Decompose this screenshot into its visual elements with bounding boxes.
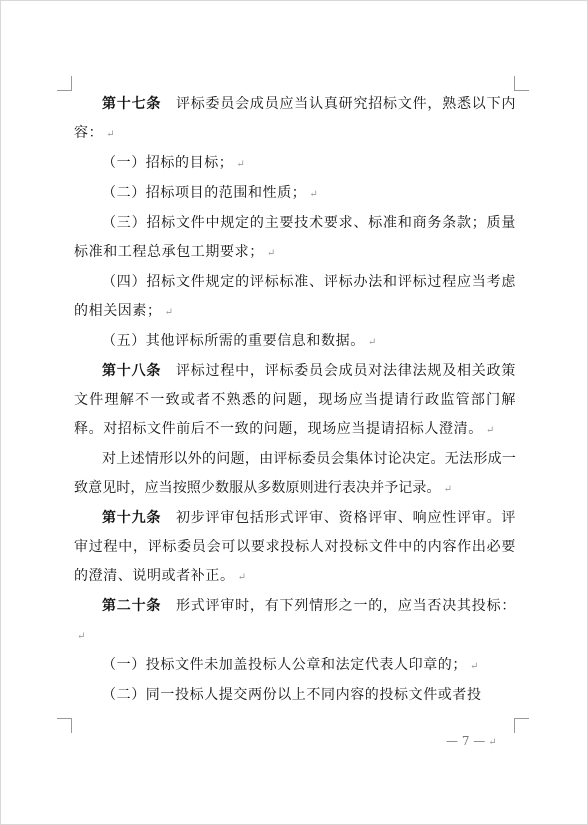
- paragraph-mark-icon: ↵: [309, 189, 319, 200]
- paragraph-article-17: [74, 90, 516, 149]
- paragraph-mark-icon: ↵: [237, 572, 247, 583]
- list-item: [74, 681, 516, 710]
- article-heading: 第十九条: [102, 510, 162, 526]
- document-body[interactable]: [74, 90, 516, 710]
- paragraph-text: 初步评审包括形式评审、资格评审、响应性评审。评审过程中，评标委员会可以要求投标人对投标文件中的内容作出必要的澄清、说明或者补正。: [74, 510, 516, 584]
- paragraph-article-19: [74, 504, 516, 592]
- paragraph-text: （四）招标文件规定的评标标准、评标办法和评标过程应当考虑的相关因素；: [74, 274, 516, 319]
- crop-mark-top-right: [514, 76, 529, 91]
- crop-mark-bottom-right: [514, 718, 529, 733]
- list-item: [74, 179, 516, 209]
- crop-mark-bottom-left: [57, 718, 72, 733]
- paragraph-mark-icon: ↵: [367, 337, 377, 348]
- paragraph-mark-icon: ↵: [488, 737, 497, 748]
- page-number-text: — 7 —: [446, 734, 486, 748]
- paragraph-mark-icon: ↵: [236, 159, 246, 170]
- crop-mark-top-left: [57, 76, 72, 91]
- paragraph-text: 对上述情形以外的问题，由评标委员会集体讨论决定。无法形成一致意见时，应当按照少数服从多数原则进行表决并予记录。: [74, 451, 516, 496]
- list-item: [74, 149, 516, 179]
- paragraph-mark-icon: ↵: [77, 631, 86, 642]
- list-item: [74, 268, 516, 327]
- paragraph-mark-icon: ↵: [266, 248, 276, 259]
- paragraph-text: 评标过程中，评标委员会成员对法律法规及相关政策文件理解不一致或者不熟悉的问题，现场应当提请行政监管部门解释。对招标文件前后不一致的问题，现场应当提请招标人澄清。: [74, 363, 516, 437]
- paragraph-text: （一）招标的目标；: [102, 155, 234, 171]
- paragraph-text: 形式评审时，有下列情形之一的，应当否决其投标：: [175, 598, 516, 614]
- paragraph-text: （一）投标文件未加盖投标人公章和法定代表人印章的；: [102, 657, 467, 673]
- paragraph-text: （二）同一投标人提交两份以上不同内容的投标文件或者投: [102, 687, 482, 703]
- list-item: [74, 651, 516, 681]
- list-item: [74, 209, 516, 268]
- paragraph: [74, 445, 516, 504]
- article-heading: 第二十条: [102, 598, 162, 614]
- paragraph-article-20: [74, 592, 516, 651]
- list-item: [74, 327, 516, 357]
- paragraph-text: （五）其他评标所需的重要信息和数据。: [102, 333, 365, 349]
- paragraph-mark-icon: ↵: [485, 425, 495, 436]
- paragraph-mark-icon: ↵: [470, 661, 479, 672]
- article-heading: 第十七条: [102, 96, 162, 112]
- paragraph-text: （二）招标项目的范围和性质；: [102, 185, 307, 201]
- paragraph-article-18: [74, 357, 516, 445]
- paragraph-text: 评标委员会成员应当认真研究招标文件，熟悉以下内容：: [74, 96, 516, 141]
- paragraph-mark-icon: ↵: [164, 307, 174, 318]
- paragraph-mark-icon: ↵: [443, 484, 453, 495]
- paragraph-mark-icon: ↵: [106, 129, 116, 140]
- paragraph-text: （三）招标文件中规定的主要技术要求、标准和商务条款；质量标准和工程总承包工期要求；: [74, 215, 516, 260]
- article-heading: 第十八条: [102, 363, 162, 379]
- page-number: [446, 734, 497, 748]
